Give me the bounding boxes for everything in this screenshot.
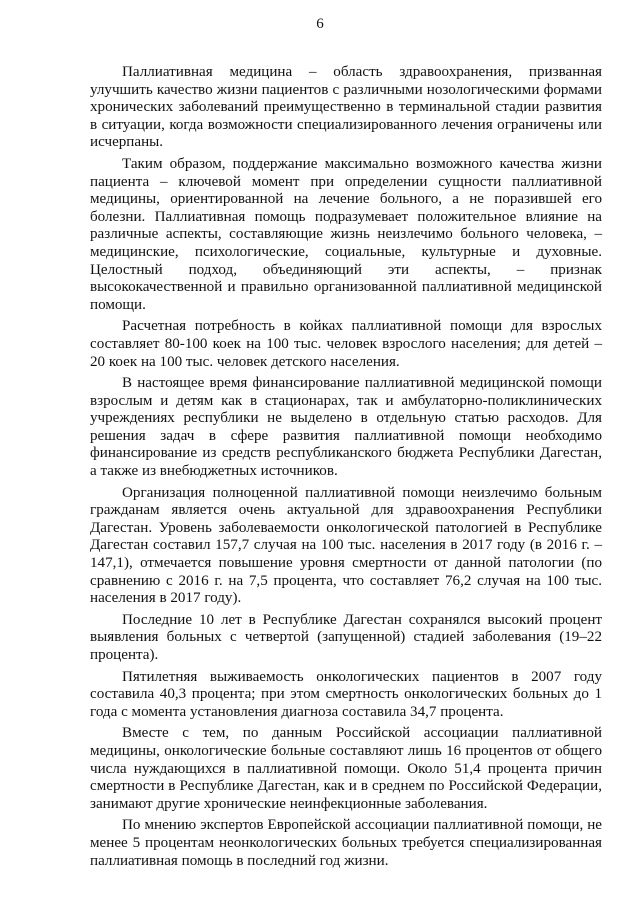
paragraph: По мнению экспертов Европейской ассоциации паллиативной помощи, не менее 5 процентам неонкологических больных требуется специализированная паллиативная помощь в последний год жизни. bbox=[90, 817, 602, 869]
paragraph: Организация полноценной паллиативной помощи неизлечимо больным гражданам является очень актуальной для здравоохранения Республики Дагестан. Уровень заболеваемости онкологической патологией в Республике Дагестан составил 157,7 случая на 100 тыс. населения в 2017 году (в 2016 г. – 147,1), отмечается повышение уровня смертности от данной патологии (по сравнению с 2016 г. на 7,5 процента, что составляет 76,2 случая на 100 тыс. населения в 2017 году). bbox=[90, 484, 602, 607]
paragraph: Последние 10 лет в Республике Дагестан сохранялся высокий процент выявления больных с четвертой (запущенной) стадией заболевания (19–22 процента). bbox=[90, 611, 602, 663]
paragraph: Пятилетняя выживаемость онкологических пациентов в 2007 году составила 40,3 процента; при этом смертность онкологических больных до 1 года с момента установления диагноза составила 34,7 процента. bbox=[90, 668, 602, 720]
paragraph: Таким образом, поддержание максимально возможного качества жизни пациента – ключевой момент при определении сущности паллиативной медицины, ориентированной на лечение больного, а не поразившей его болезни. Паллиативная помощь подразумевает положительное влияние на различные аспекты, составляющие жизнь неизлечимо больного человека, – медицинские, психологические, социальные, культурные и духовные. Целостный подход, объединяющий эти аспекты, – признак высококачественной и правильно организованной паллиативной медицинской помощи. bbox=[90, 155, 602, 313]
page-number: 6 bbox=[316, 16, 324, 32]
document-body bbox=[90, 64, 602, 874]
paragraph: В настоящее время финансирование паллиативной медицинской помощи взрослым и детям как в стационарах, так и амбулаторно-поликлинических учреждениях республики не выделено в отдельную статью расходов. Для решения задач в сфере развития паллиативной помощи необходимо финансирование из средств республиканского бюджета Республики Дагестан, а также из внебюджетных источников. bbox=[90, 375, 602, 480]
paragraph: Расчетная потребность в койках паллиативной помощи для взрослых составляет 80-100 коек на 100 тыс. человек взрослого населения; для детей – 20 коек на 100 тыс. человек детского населения. bbox=[90, 318, 602, 370]
paragraph: Паллиативная медицина – область здравоохранения, призванная улучшить качество жизни пациентов с различными нозологическими формами хронических заболеваний преимущественно в терминальной стадии развития в ситуации, когда возможности специализированного лечения ограничены или исчерпаны. bbox=[90, 64, 602, 151]
paragraph: Вместе с тем, по данным Российской ассоциации паллиативной медицины, онкологические больные составляют лишь 16 процентов от общего числа нуждающихся в паллиативной помощи. Около 51,4 процента причин смертности в Республике Дагестан, как и в среднем по Российской Федерации, занимают другие хронические неинфекционные заболевания. bbox=[90, 725, 602, 812]
